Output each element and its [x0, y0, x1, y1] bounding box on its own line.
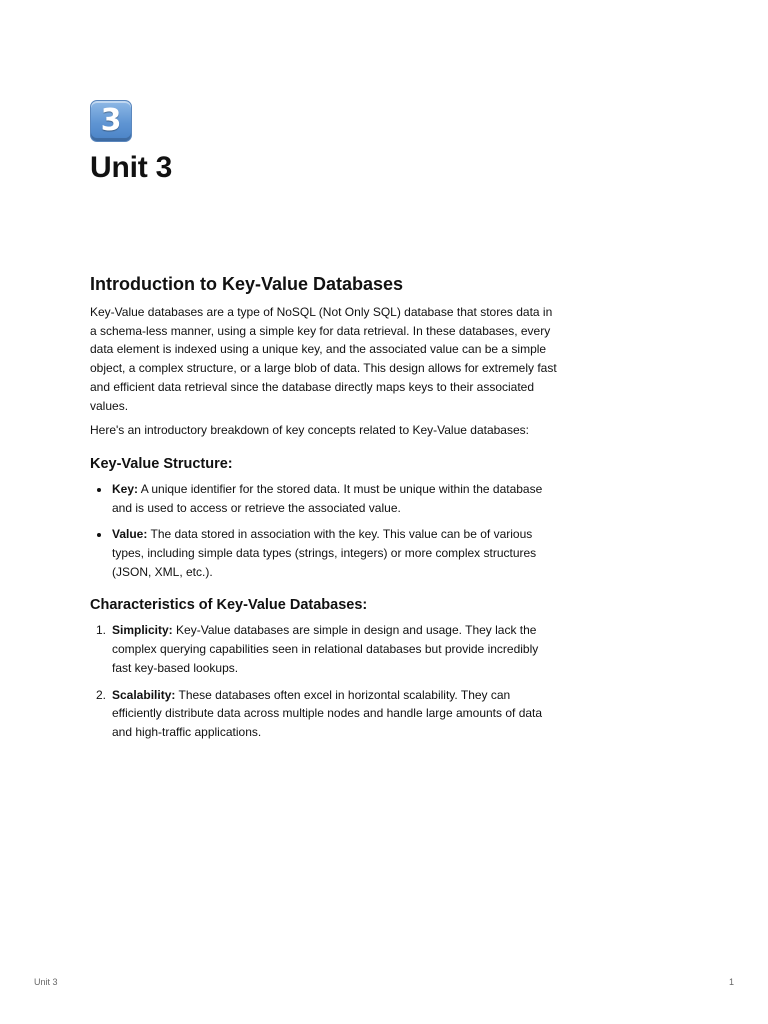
page-number: 1: [728, 977, 734, 987]
footer-title: Unit 3: [34, 977, 58, 987]
bullet-icon: [97, 488, 101, 492]
structure-list: [90, 480, 562, 582]
list-item-text: The data stored in association with the key. This value can be of various types, including simple data types (strings, integers) or more complex structures (JSON, XML, etc.).: [112, 527, 537, 579]
list-number: 1.: [96, 623, 107, 638]
intro-paragraph: Key-Value databases are a type of NoSQL (Not Only SQL) database that stores data in a schema-less manner, using a simple key for data retrieval. In these databases, every data element is indexed using a unique key, and the associated value can be a simple object, a complex structure, or a large blob of data. This design allows for extremely fast and efficient data retrieval since the database directly maps keys to their associated values.: [90, 305, 557, 413]
list-item: [90, 525, 552, 581]
intro-breakdown-paragraph: Here's an introductory breakdown of key concepts related to Key-Value databases:: [90, 423, 529, 438]
characteristics-heading: Characteristics of Key-Value Databases:: [90, 597, 368, 614]
keycap-digit: 3: [100, 103, 122, 138]
list-item-term: Scalability:: [112, 687, 176, 702]
list-number: 2.: [96, 687, 107, 702]
page-title: Unit 3: [90, 151, 173, 184]
structure-heading: Key-Value Structure:: [90, 455, 233, 472]
list-item-term: Value:: [112, 527, 148, 542]
list-item-text: A unique identifier for the stored data. It must be unique within the database and is used to access or retrieve the associated value.: [112, 481, 543, 515]
list-item: [90, 621, 552, 677]
list-item: [90, 480, 552, 517]
list-item-text: Key-Value databases are simple in design and usage. They lack the complex querying capabilities seen in relational databases but provide incredibly fast key-based lookups.: [112, 623, 539, 675]
list-item: [90, 686, 552, 742]
bullet-icon: [97, 533, 101, 537]
keycap-digit-three-icon: [90, 100, 132, 142]
characteristics-list: [90, 621, 562, 741]
document-content: [90, 271, 562, 750]
intro-heading: Introduction to Key-Value Databases: [90, 274, 404, 294]
list-item-term: Simplicity:: [112, 623, 173, 638]
list-item-term: Key:: [112, 481, 139, 496]
list-item-text: These databases often excel in horizontal scalability. They can efficiently distribute data across multiple nodes and handle large amounts of data and high-traffic applications.: [112, 687, 543, 739]
